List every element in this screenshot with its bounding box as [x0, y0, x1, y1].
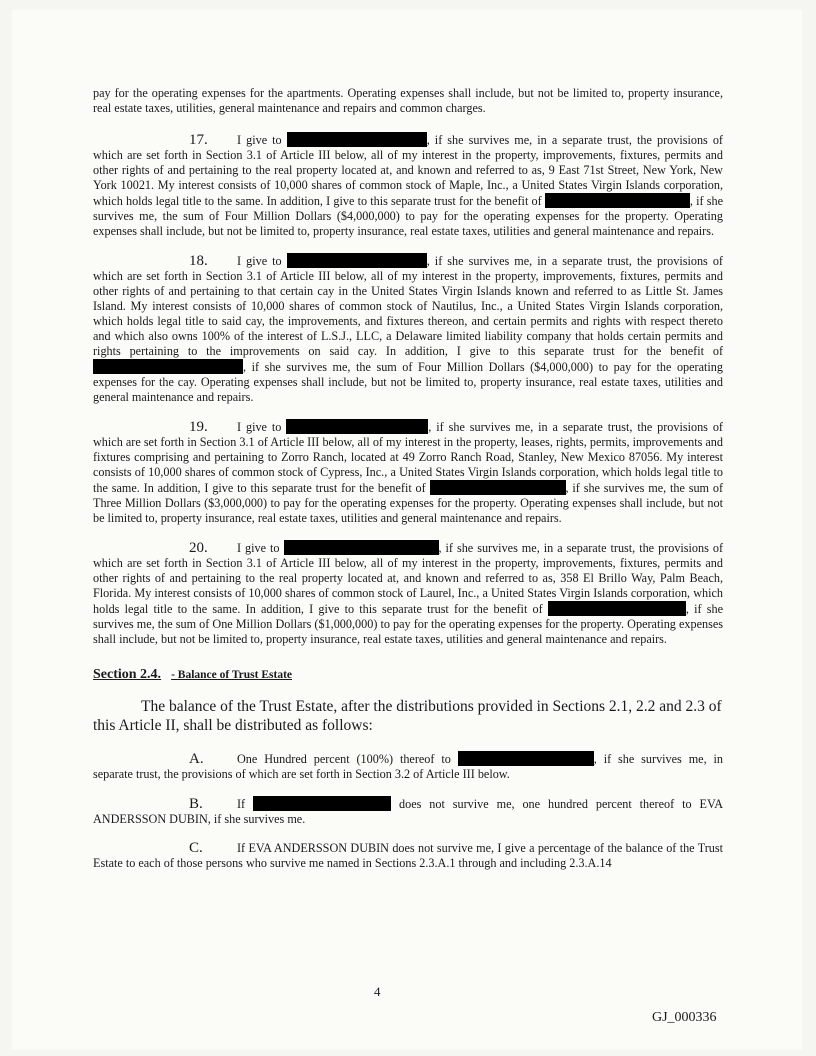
- document-body: [93, 86, 723, 885]
- item-letter: C.: [189, 840, 203, 856]
- redaction-bar: [430, 480, 566, 495]
- page-number: 4: [374, 984, 381, 999]
- paragraph-19: [93, 419, 723, 526]
- section-intro: The balance of the Trust Estate, after the distributions provided in Sections 2.1, 2.2 and 2.3 of this Article II, shall be distributed as follows:: [93, 698, 722, 734]
- item-text: , if she survives me, in separate trust, the provisions of which are set forth in Section 3.2 of Article III below.: [93, 752, 724, 781]
- redaction-bar: [253, 796, 391, 811]
- paragraph-number: 18.: [189, 253, 208, 269]
- item-text: One Hundred percent (100%) thereof to: [237, 752, 451, 766]
- paragraph-text: , if she survives me, in a separate trust, the provisions of which are set forth in Section 3.1 of Article III below, all of my interest in the property, leases, rights, permits, improvements and fixtures comprising and pertaining to Zorro Ranch, located at 49 Zorro Ranch Road, Stanley, New Mexico 87056. My interest consists of 10,000 shares of common stock of Cypress, Inc., a United States Virgin Islands corporation, which holds legal title to the same. In addition, I give to this separate trust for the benefit of: [93, 420, 723, 495]
- paragraph-17: [93, 132, 723, 239]
- item-text: If: [237, 797, 246, 811]
- item-b: [93, 796, 723, 827]
- redaction-bar: [548, 601, 686, 616]
- paragraph-text: , if she survives me, the sum of Four Million Dollars ($4,000,000) to pay for the operating expenses for the cay. Operating expenses shall include, but not be limited to, property insurance, real estate taxes, utilities and general maintenance and repairs.: [93, 360, 723, 404]
- paragraph-text: , if she survives me, in a separate trust, the provisions of which are set forth in Section 3.1 of Article III below, all of my interest in the property, improvements, fixtures, permits and other rights of and pertaining to that certain cay in the United States Virgin Islands known and referred to as Little St. James Island. My interest consists of 10,000 shares of common stock of Nautilus, Inc., a United States Virgin Islands corporation, which holds legal title to said cay, the improvements, and fixtures thereon, and certain permits and rights with respect thereto and which also owns 100% of the interest of L.S.J., LLC, a Delaware limited liability company that holds certain permits and rights pertaining to the improvements on said cay. In addition, I give to this separate trust for the benefit of: [93, 254, 723, 358]
- paragraph-text: I give to: [237, 420, 282, 434]
- paragraph-18: [93, 253, 723, 405]
- item-letter: A.: [189, 751, 204, 767]
- item-letter: B.: [189, 796, 203, 812]
- item-a: [93, 751, 723, 782]
- paragraph-number: 17.: [189, 132, 208, 148]
- paragraph-text: , if she survives me, in a separate trust, the provisions of which are set forth in Section 3.1 of Article III below, all of my interest in the property, improvements, fixtures, permits and other rights of and pertaining to the real property located at, and known and referred to as, 9 East 71st Street, New York, New York 10021. My interest consists of 10,000 shares of common stock of Maple, Inc., a United States Virgin Islands corporation, which holds legal title to the same. In addition, I give to this separate trust for the benefit of: [93, 133, 723, 208]
- item-text: does not survive me, one hundred percent thereof to EVA ANDERSSON DUBIN, if she survives me.: [93, 797, 723, 826]
- paragraph-text: I give to: [237, 133, 282, 147]
- redaction-bar: [287, 132, 427, 147]
- paragraph-number: 19.: [189, 419, 208, 435]
- redaction-bar: [458, 751, 594, 766]
- paragraph-text: , if she survives me, the sum of Four Million Dollars ($4,000,000) to pay for the operating expenses for the property. Operating expenses shall include, but not be limited to, property insurance, real estate taxes, utilities and general maintenance and repairs.: [93, 194, 723, 238]
- paragraph-number: 20.: [189, 540, 208, 556]
- item-c: [93, 841, 723, 871]
- paragraph-text: I give to: [237, 541, 280, 555]
- paragraph-text: , if she survives me, the sum of One Million Dollars ($1,000,000) to pay for the operating expenses for the property. Operating expenses shall include, but not be limited to, property insurance, real estate taxes, utilities and general maintenance and repairs.: [93, 602, 723, 646]
- item-text: If EVA ANDERSSON DUBIN does not survive me, I give a percentage of the balance of the Trust Estate to each of those persons who survive me named in Sections 2.3.A.1 through and including 2.3.A.14: [93, 841, 723, 870]
- paragraph-text: I give to: [237, 254, 282, 268]
- section-subtitle: - Balance of Trust Estate: [171, 669, 293, 681]
- redaction-bar: [286, 419, 428, 434]
- paragraph-continuation: pay for the operating expenses for the apartments. Operating expenses shall include, but not be limited to, property insurance, real estate taxes, utilities, general maintenance and repairs and common charges.: [93, 86, 723, 115]
- redaction-bar: [287, 253, 427, 268]
- paragraph-text: , if she survives me, the sum of Three Million Dollars ($3,000,000) to pay for the operating expenses for the property. Operating expenses shall include, but not be limited to, property insurance, real estate taxes, utilities and general maintenance and repairs.: [93, 481, 724, 525]
- redaction-bar: [545, 193, 690, 208]
- section-heading: [93, 667, 723, 683]
- redaction-bar: [284, 540, 439, 555]
- paragraph-20: [93, 540, 723, 647]
- paragraph-text: , if she survives me, in a separate trust, the provisions of which are set forth in Section 3.1 of Article III below, all of my interest in the property, improvements, fixtures, permits and other rights of and pertaining to the real property located at, and known and referred to as, 358 El Brillo Way, Palm Beach, Florida. My interest consists of 10,000 shares of common stock of Laurel, Inc., a United States Virgin Islands corporation, which holds legal title to the same. In addition, I give to this separate trust for the benefit of: [93, 541, 723, 616]
- redaction-bar: [93, 359, 243, 374]
- section-label: Section 2.4.: [93, 667, 162, 682]
- bates-number: GJ_000336: [652, 1010, 717, 1025]
